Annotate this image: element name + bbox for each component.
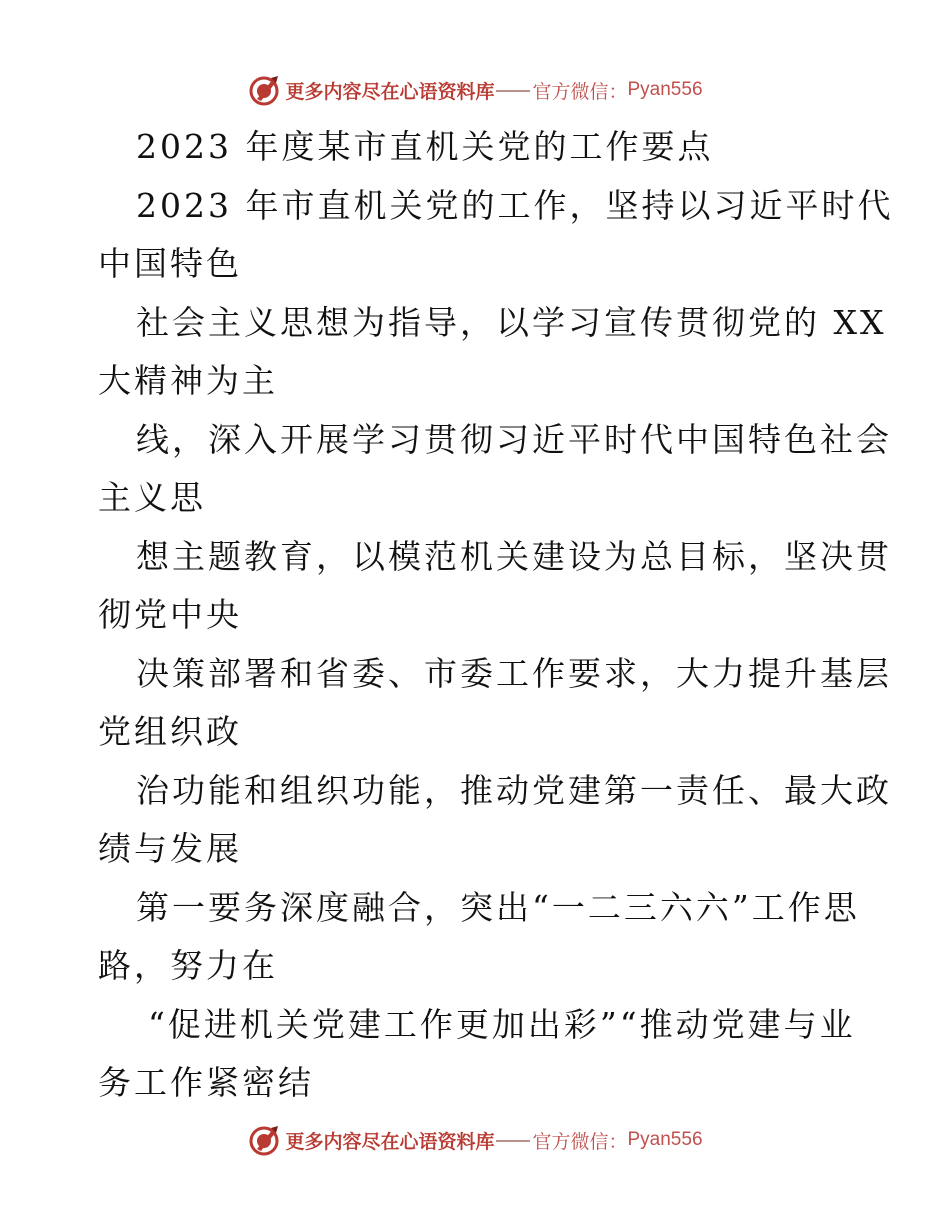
paragraph-line: 想主题教育，以模范机关建设为总目标，坚决贯 [136, 536, 892, 576]
paragraph-line: 务工作紧密结 [98, 1063, 314, 1102]
banner-divider [496, 1140, 530, 1142]
document-body [98, 118, 894, 1113]
paragraph-line: 线，深入开展学习贯彻习近平时代中国特色社会 [136, 419, 892, 459]
paragraph-line: 2023 年市直机关党的工作，坚持以习近平时代 [136, 185, 894, 225]
footer-watermark-banner [0, 1120, 950, 1160]
banner-divider [496, 90, 530, 92]
paragraph-line: 治功能和组织功能，推动党建第一责任、最大政 [136, 770, 892, 810]
brand-text: 更多内容尽在心语资料库 [285, 80, 495, 103]
brand-text: 更多内容尽在心语资料库 [285, 1130, 495, 1153]
paragraph-line: 路，努力在 [98, 946, 278, 985]
wechat-id: Pyan556 [627, 79, 703, 100]
paragraph-line: 绩与发展 [98, 829, 242, 868]
header-watermark-banner [0, 70, 950, 110]
quill-seal-logo-icon [247, 1123, 281, 1157]
document-title: 2023 年度某市直机关党的工作要点 [136, 127, 714, 166]
paragraph-line: 彻党中央 [98, 595, 242, 634]
quill-seal-logo-icon [247, 73, 281, 107]
paragraph-line: 党组织政 [98, 712, 242, 751]
paragraph-line: 第一要务深度融合，突出“一二三六六”工作思 [136, 887, 860, 927]
wechat-label: 官方微信： [532, 1130, 628, 1153]
wechat-id: Pyan556 [627, 1129, 703, 1150]
paragraph-line: 主义思 [98, 478, 206, 517]
paragraph-line: 大精神为主 [98, 361, 278, 400]
paragraph-line: 中国特色 [98, 244, 242, 283]
paragraph-line: “促进机关党建工作更加出彩”“推动党建与业 [148, 1004, 856, 1044]
paragraph-line: 社会主义思想为指导，以学习宣传贯彻党的 XX [136, 302, 887, 342]
paragraph-line: 决策部署和省委、市委工作要求，大力提升基层 [136, 653, 892, 693]
wechat-label: 官方微信： [532, 80, 628, 103]
